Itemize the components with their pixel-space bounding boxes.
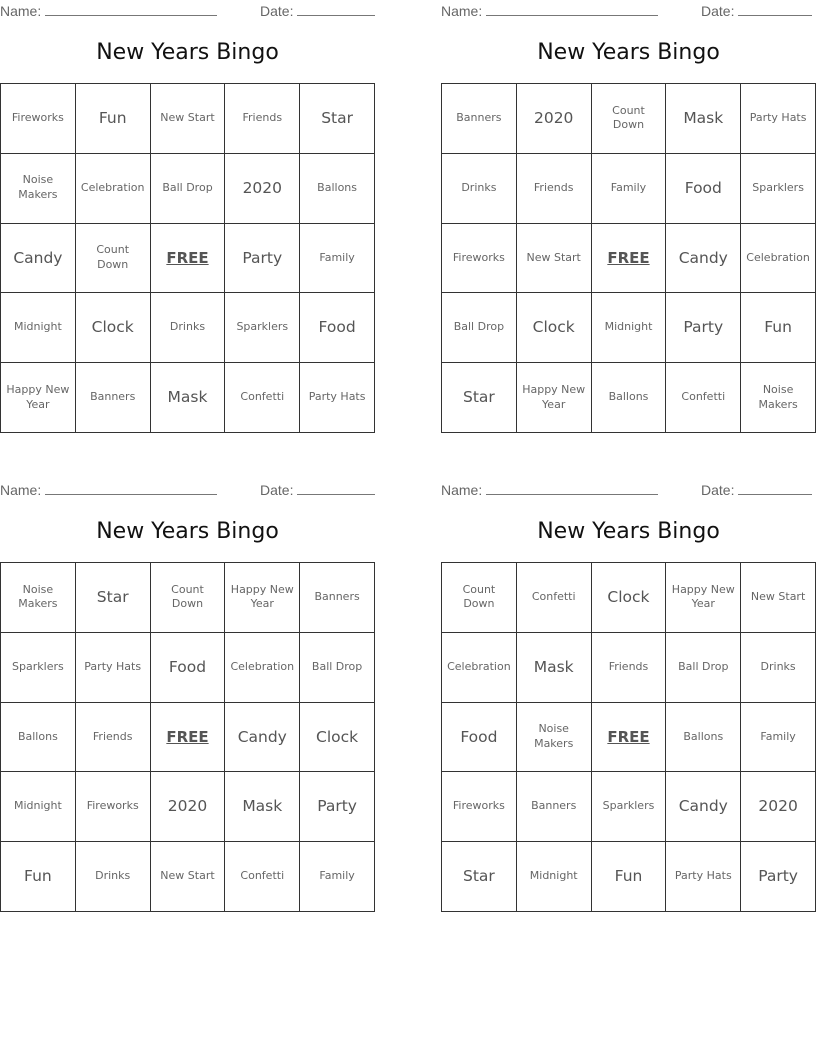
bingo-cell: Candy	[1, 224, 76, 294]
name-line	[486, 1, 658, 16]
bingo-cell: Friends	[225, 84, 300, 154]
bingo-cell: Fun	[592, 842, 667, 912]
bingo-cell: Candy	[666, 224, 741, 294]
bingo-cell: Food	[151, 633, 226, 703]
bingo-cell: Confetti	[225, 842, 300, 912]
free-space-cell: FREE	[151, 703, 226, 773]
bingo-cell: Banners	[300, 563, 375, 633]
bingo-cell: Friends	[592, 633, 667, 703]
bingo-grid	[441, 83, 816, 433]
date-label: Date:	[260, 482, 294, 498]
bingo-cell: Mask	[666, 84, 741, 154]
bingo-cell: Noise Makers	[1, 154, 76, 224]
bingo-cell: Mask	[151, 363, 226, 433]
card-title: New Years Bingo	[96, 519, 279, 544]
bingo-cell: Sparklers	[592, 772, 667, 842]
bingo-cell: Candy	[225, 703, 300, 773]
date-line	[738, 480, 812, 495]
bingo-cell: New Start	[517, 224, 592, 294]
bingo-cell: Clock	[300, 703, 375, 773]
bingo-cell: Ballons	[300, 154, 375, 224]
bingo-cell: Count Down	[76, 224, 151, 294]
name-date-row	[0, 480, 375, 500]
name-date-row	[0, 1, 375, 21]
bingo-cell: Banners	[76, 363, 151, 433]
bingo-cell: Ball Drop	[666, 633, 741, 703]
bingo-cell: Happy New Year	[517, 363, 592, 433]
name-date-row	[441, 480, 816, 500]
bingo-cell: Ball Drop	[442, 293, 517, 363]
date-label: Date:	[260, 3, 294, 19]
bingo-cell: Party	[225, 224, 300, 294]
bingo-cell: Party	[666, 293, 741, 363]
bingo-cell: Mask	[517, 633, 592, 703]
date-line	[738, 1, 812, 16]
bingo-cell: Noise Makers	[517, 703, 592, 773]
bingo-cell: Party	[741, 842, 816, 912]
bingo-cell: Star	[442, 363, 517, 433]
bingo-cell: Clock	[592, 563, 667, 633]
name-label: Name:	[441, 482, 483, 498]
bingo-cell: Banners	[517, 772, 592, 842]
bingo-cell: Midnight	[517, 842, 592, 912]
bingo-cell: Ballons	[666, 703, 741, 773]
date-label: Date:	[701, 482, 735, 498]
bingo-cell: Confetti	[666, 363, 741, 433]
free-space-cell: FREE	[592, 703, 667, 773]
bingo-cell: Star	[300, 84, 375, 154]
bingo-cell: Ball Drop	[300, 633, 375, 703]
card-title: New Years Bingo	[537, 519, 720, 544]
bingo-cell: Noise Makers	[1, 563, 76, 633]
bingo-cell: Friends	[517, 154, 592, 224]
bingo-cell: 2020	[741, 772, 816, 842]
bingo-cell: Fun	[76, 84, 151, 154]
bingo-cell: Party	[300, 772, 375, 842]
bingo-cell: Count Down	[442, 563, 517, 633]
bingo-cell: Star	[442, 842, 517, 912]
bingo-cell: Count Down	[592, 84, 667, 154]
bingo-cell: New Start	[741, 563, 816, 633]
bingo-cell: Celebration	[442, 633, 517, 703]
bingo-cell: New Start	[151, 84, 226, 154]
name-label: Name:	[0, 3, 42, 19]
bingo-cell: Drinks	[151, 293, 226, 363]
bingo-cell: Count Down	[151, 563, 226, 633]
name-label: Name:	[441, 3, 483, 19]
bingo-cell: Family	[300, 842, 375, 912]
bingo-cell: Banners	[442, 84, 517, 154]
bingo-cell: Celebration	[225, 633, 300, 703]
card-title: New Years Bingo	[537, 40, 720, 65]
bingo-cell: Happy New Year	[666, 563, 741, 633]
name-date-row	[441, 1, 816, 21]
bingo-cell: Sparklers	[225, 293, 300, 363]
bingo-cell: Celebration	[76, 154, 151, 224]
bingo-cell: Drinks	[741, 633, 816, 703]
bingo-cell: Food	[442, 703, 517, 773]
bingo-cell: Fun	[741, 293, 816, 363]
bingo-cell: 2020	[151, 772, 226, 842]
bingo-cell: Fireworks	[442, 224, 517, 294]
bingo-cell: Happy New Year	[1, 363, 76, 433]
name-line	[45, 1, 217, 16]
bingo-cell: Clock	[76, 293, 151, 363]
bingo-cell: Celebration	[741, 224, 816, 294]
bingo-cell: Party Hats	[741, 84, 816, 154]
bingo-cell: Fireworks	[1, 84, 76, 154]
name-line	[45, 480, 217, 495]
bingo-cell: Noise Makers	[741, 363, 816, 433]
bingo-cell: Sparklers	[741, 154, 816, 224]
bingo-grid	[0, 83, 375, 433]
bingo-cell: Midnight	[592, 293, 667, 363]
bingo-cell: Confetti	[517, 563, 592, 633]
bingo-cell: Clock	[517, 293, 592, 363]
bingo-cell: Party Hats	[76, 633, 151, 703]
date-label: Date:	[701, 3, 735, 19]
bingo-cell: Family	[592, 154, 667, 224]
bingo-cell: Drinks	[76, 842, 151, 912]
free-space-cell: FREE	[592, 224, 667, 294]
bingo-cell: New Start	[151, 842, 226, 912]
bingo-cell: Friends	[76, 703, 151, 773]
bingo-cell: Midnight	[1, 772, 76, 842]
bingo-cell: Ball Drop	[151, 154, 226, 224]
bingo-cell: Candy	[666, 772, 741, 842]
date-line	[297, 1, 375, 16]
bingo-cell: Drinks	[442, 154, 517, 224]
bingo-cell: Confetti	[225, 363, 300, 433]
bingo-cell: Ballons	[592, 363, 667, 433]
name-line	[486, 480, 658, 495]
bingo-cell: Food	[300, 293, 375, 363]
bingo-cell: Star	[76, 563, 151, 633]
bingo-cell: Food	[666, 154, 741, 224]
bingo-cell: Family	[741, 703, 816, 773]
bingo-cell: 2020	[517, 84, 592, 154]
bingo-cell: Party Hats	[666, 842, 741, 912]
bingo-cell: Family	[300, 224, 375, 294]
bingo-cell: Sparklers	[1, 633, 76, 703]
bingo-grid	[441, 562, 816, 912]
date-line	[297, 480, 375, 495]
bingo-cell: Mask	[225, 772, 300, 842]
bingo-cell: Happy New Year	[225, 563, 300, 633]
name-label: Name:	[0, 482, 42, 498]
bingo-cell: Fireworks	[76, 772, 151, 842]
bingo-cell: Fun	[1, 842, 76, 912]
card-title: New Years Bingo	[96, 40, 279, 65]
free-space-cell: FREE	[151, 224, 226, 294]
bingo-cell: Fireworks	[442, 772, 517, 842]
bingo-cell: Midnight	[1, 293, 76, 363]
bingo-cell: 2020	[225, 154, 300, 224]
bingo-cell: Ballons	[1, 703, 76, 773]
bingo-cell: Party Hats	[300, 363, 375, 433]
bingo-grid	[0, 562, 375, 912]
